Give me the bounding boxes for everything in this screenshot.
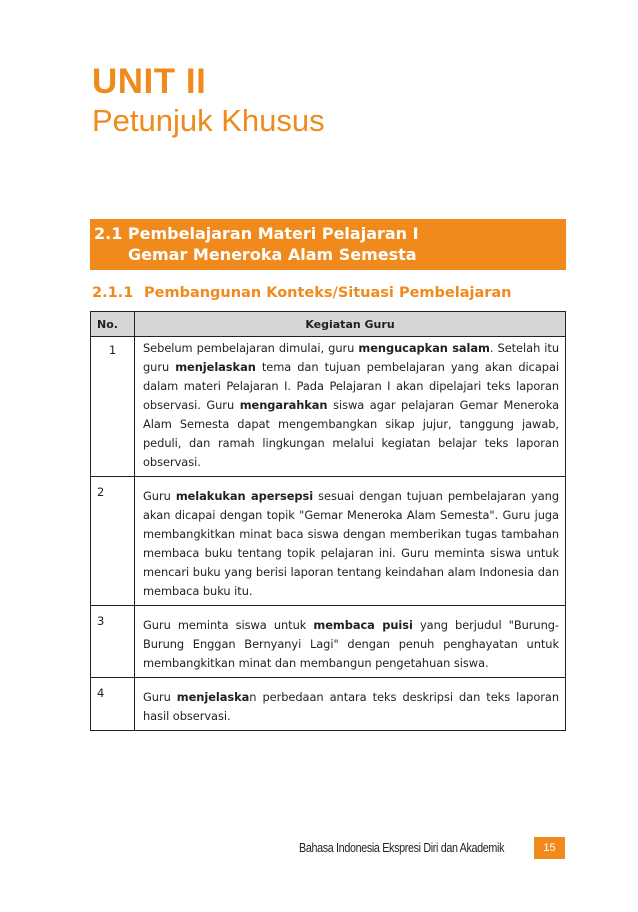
emphasis-text: membaca puisi <box>313 618 413 632</box>
emphasis-text: mengucapkan salam <box>358 341 490 355</box>
section-number: 2.1 <box>94 224 123 243</box>
activity-text <box>135 337 566 477</box>
section-title-line1: Pembelajaran Materi Pelajaran I <box>127 224 419 243</box>
body-text: Guru <box>143 489 176 503</box>
emphasis-text: menjelaska <box>176 690 250 704</box>
body-text: n perbedaan antara teks deskripsi dan teks laporan hasil observasi. <box>143 690 559 723</box>
activity-text <box>135 606 566 678</box>
page-number: 15 <box>534 837 565 859</box>
emphasis-text: mengarahkan <box>239 398 328 412</box>
header-no: No. <box>91 312 135 337</box>
section-title-line2: Gemar Meneroka Alam Semesta <box>128 245 417 264</box>
body-text: sesuai dengan tujuan pembelajaran yang akan dicapai dengan topik "Gemar Meneroka Alam Semesta". Guru juga membangkitkan minat baca siswa dengan memberikan tugas tambahan membaca buku tentang topik pelajaran ini. Guru meminta siswa untuk mencari buku yang berisi laporan tentang keindahan alam Indonesia dan membaca buku itu. <box>143 489 559 598</box>
activity-table <box>90 311 566 731</box>
body-text: yang berjudul "Burung-Burung Enggan Bernyanyi Lagi" dengan penuh penghayatan untuk membangkitkan minat dan membangun pengetahuan siswa. <box>143 618 559 670</box>
header-activity: Kegiatan Guru <box>135 312 566 337</box>
body-text: . Setelah itu guru <box>143 341 559 374</box>
subsection-title: Pembangunan Konteks/Situasi Pembelajaran <box>144 285 512 301</box>
table-body <box>91 337 566 731</box>
body-text: tema dan tujuan pembelajaran yang akan dicapai dalam materi Pelajaran I. Pada Pelajaran I akan dipelajari teks laporan observasi. Guru <box>143 360 559 412</box>
activity-text <box>135 678 566 731</box>
emphasis-text: menjelaskan <box>175 360 256 374</box>
section-banner <box>90 219 566 270</box>
unit-subtitle: Petunjuk Khusus <box>92 103 325 138</box>
body-text: siswa agar pelajaran Gemar Meneroka Alam Semesta dapat mengembangkan sikap jujur, tanggung jawab, peduli, dan ramah lingkungan melalui kegiatan belajar teks laporan observasi. <box>143 398 559 469</box>
subsection-heading <box>92 284 512 302</box>
body-text: Guru <box>143 690 177 704</box>
row-number: 1 <box>91 337 135 477</box>
footer-book-title: Bahasa Indonesia Ekspresi Diri dan Akademik <box>299 841 505 855</box>
row-number: 4 <box>91 678 135 731</box>
body-text: Sebelum pembelajaran dimulai, guru <box>143 341 359 355</box>
table-header-row <box>91 312 566 337</box>
table-row <box>91 606 566 678</box>
table-row <box>91 477 566 606</box>
subsection-number: 2.1.1 <box>92 285 134 301</box>
table-row <box>91 678 566 731</box>
emphasis-text: melakukan apersepsi <box>175 489 314 503</box>
unit-title: UNIT II <box>92 62 207 101</box>
row-number: 3 <box>91 606 135 678</box>
row-number: 2 <box>91 477 135 606</box>
table-row <box>91 337 566 477</box>
activity-text <box>135 477 566 606</box>
body-text: Guru meminta siswa untuk <box>143 618 314 632</box>
